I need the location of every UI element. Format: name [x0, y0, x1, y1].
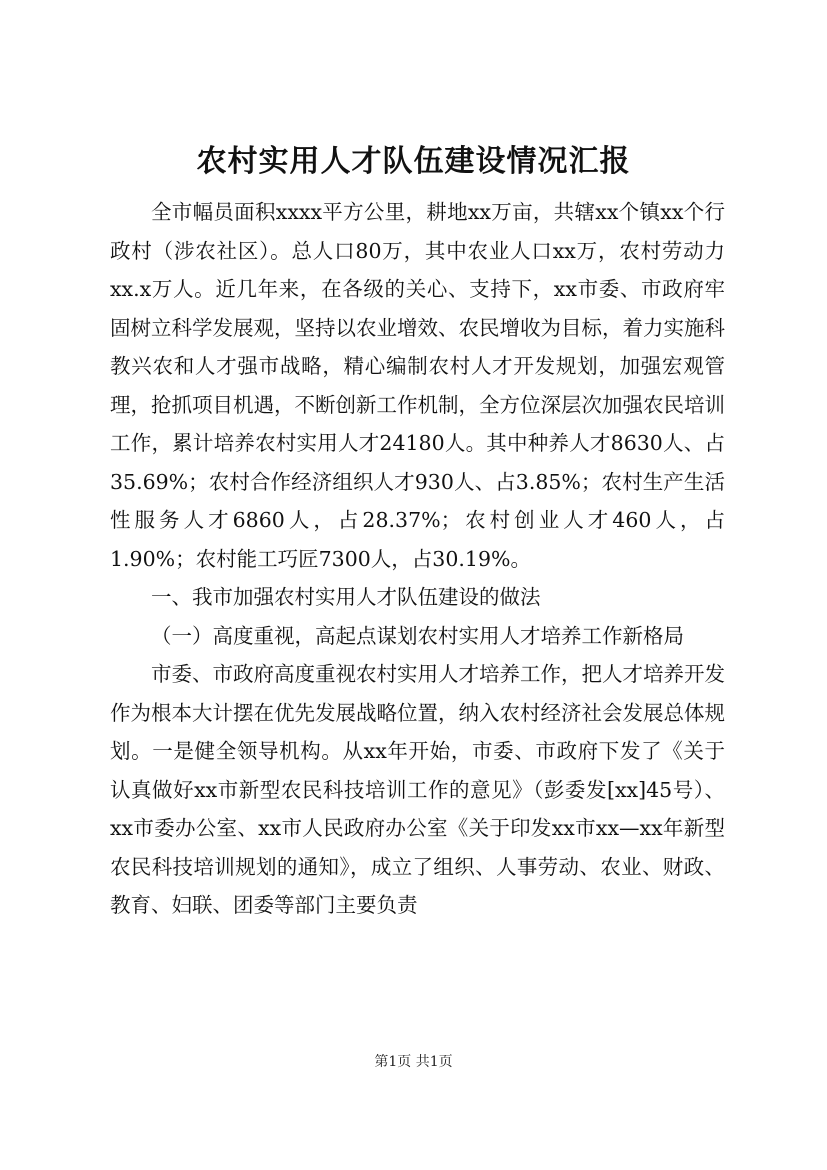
page-footer: 第1页 共1页	[374, 1054, 453, 1070]
subsection-heading: （一）高度重视，高起点谋划农村实用人才培养工作新格局	[151, 623, 684, 648]
subsection-paragraph: 市委、市政府高度重视农村实用人才培养工作，把人才培养开发作为根本大计摆在优先发展战略位置，纳入农村经济社会发展总体规划。一是健全领导机构。从xx年开始，市委、市政府下发了《关于认真做好xx市新型农民科技培训工作的意见》（彭委发[xx]45号）、xx市委办公室、xx市人民政府办公室《关于印发xx市xx—xx年新型农民科技培训规划的通知》，成立了组织、人事劳动、农业、财政、教育、妇联、团委等部门主要负责	[110, 662, 725, 917]
document-title: 农村实用人才队伍建设情况汇报	[196, 144, 631, 179]
section-heading: 一、我市加强农村实用人才队伍建设的做法	[151, 585, 541, 609]
document-body	[110, 193, 725, 925]
intro-paragraph: 全市幅员面积xxxx平方公里，耕地xx万亩，共辖xx个镇xx个行政村（涉农社区）。总人口80万，其中农业人口xx万，农村劳动力xx.x万人。近几年来，在各级的关心、支持下，xx市委、市政府牢固树立科学发展观，坚持以农业增效、农民增收为目标，着力实施科教兴农和人才强市战略，精心编制农村人才开发规划，加强宏观管理，抢抓项目机遇，不断创新工作机制，全方位深层次加强农民培训工作，累计培养农村实用人才24180人。其中种养人才8630人、占35.69%；农村合作经济组织人才930人、占3.85%；农村生产生活性服务人才6860人，占28.37%；农村创业人才460人，占1.90%；农村能工巧匠7300人，占30.19%。	[110, 200, 725, 571]
